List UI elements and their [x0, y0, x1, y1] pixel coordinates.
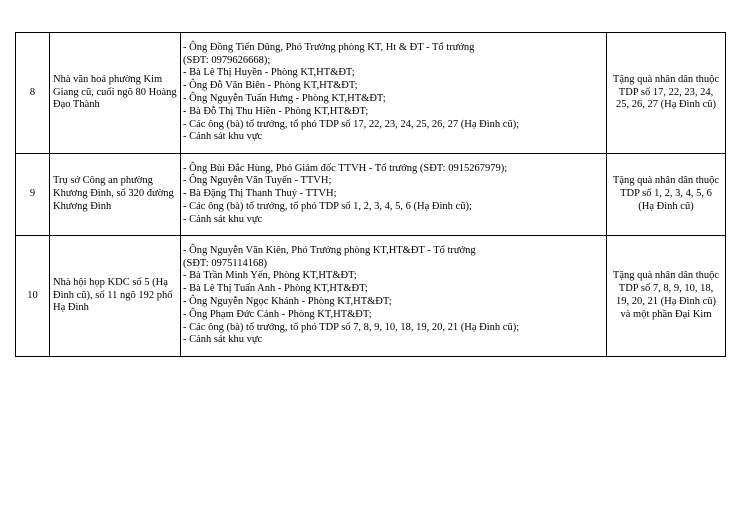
table-row [16, 236, 726, 357]
location-cell: Nhà hội họp KDC số 5 (Hạ Đình cũ), số 11 ngõ 192 phố Hạ Đình [50, 236, 181, 357]
member-line: (SĐT: 0975114168) [183, 257, 267, 269]
member-line: - Bà Đỗ Thị Thu Hiền - Phòng KT,HT&ĐT; [183, 105, 369, 117]
member-line: - Ông Nguyễn Văn Kiên, Phó Trưởng phòng KT,HT&ĐT - Tổ trưởng [183, 244, 476, 256]
table-row [16, 33, 726, 154]
member-line: - Các ông (bà) tổ trưởng, tổ phó TDP số 7, 8, 9, 10, 18, 19, 20, 21 (Hạ Đình cũ); [183, 321, 520, 333]
member-line: - Bà Lê Thị Huyền - Phòng KT,HT&ĐT; [183, 67, 355, 79]
member-line: - Ông Đồng Tiến Dũng, Phó Trưởng phòng KT, Ht & ĐT - Tổ trưởng [183, 41, 475, 53]
activity-cell: Tặng quà nhân dân thuộc TDP số 17, 22, 23, 24, 25, 26, 27 (Hạ Đình cũ) [607, 33, 726, 154]
member-line: - Cảnh sát khu vực [183, 334, 263, 346]
row-number: 9 [16, 154, 50, 236]
member-line: - Ông Phạm Đức Cảnh - Phòng KT,HT&ĐT; [183, 308, 372, 320]
member-line: - Cảnh sát khu vực [183, 131, 263, 143]
member-line: - Các ông (bà) tổ trưởng, tổ phó TDP số 1, 2, 3, 4, 5, 6 (Hạ Đình cũ); [183, 200, 472, 212]
members-cell [181, 236, 607, 357]
activity-cell: Tặng quà nhân dân thuộc TDP số 7, 8, 9, 10, 18, 19, 20, 21 (Hạ Đình cũ) và một phần Đại Kim [607, 236, 726, 357]
member-line: - Ông Đỗ Văn Biên - Phòng KT,HT&ĐT; [183, 80, 358, 92]
members-cell [181, 33, 607, 154]
member-line: - Ông Nguyễn Ngọc Khánh - Phòng KT,HT&ĐT; [183, 296, 392, 307]
members-cell [181, 154, 607, 236]
member-line: - Ông Bùi Đắc Hùng, Phó Giám đốc TTVH - Tổ trưởng (SĐT: 0915267979); [183, 162, 508, 174]
member-line: - Ông Nguyễn Văn Tuyến - TTVH; [183, 175, 332, 187]
assignment-table [15, 32, 726, 357]
member-line: (SĐT: 0979626668); [183, 54, 271, 66]
member-line: - Ông Nguyễn Tuấn Hưng - Phòng KT,HT&ĐT; [183, 93, 386, 104]
activity-cell: Tặng quà nhân dân thuộc TDP số 1, 2, 3, 4, 5, 6 (Hạ Đình cũ) [607, 154, 726, 236]
member-line: - Các ông (bà) tổ trưởng, tổ phó TDP số 17, 22, 23, 24, 25, 26, 27 (Hạ Đình cũ); [183, 118, 520, 130]
member-line: - Bà Lê Thị Tuấn Anh - Phòng KT,HT&ĐT; [183, 283, 368, 295]
row-number: 10 [16, 236, 50, 357]
row-number: 8 [16, 33, 50, 154]
member-line: - Bà Trần Minh Yến, Phòng KT,HT&ĐT; [183, 270, 357, 282]
member-line: - Cảnh sát khu vực [183, 213, 263, 225]
location-cell: Trụ sở Công an phường Khương Đình, số 320 đường Khương Đình [50, 154, 181, 236]
table-row [16, 154, 726, 236]
member-line: - Bà Đặng Thị Thanh Thuỷ - TTVH; [183, 188, 337, 200]
location-cell: Nhà văn hoá phường Kim Giang cũ, cuối ngõ 80 Hoàng Đạo Thành [50, 33, 181, 154]
